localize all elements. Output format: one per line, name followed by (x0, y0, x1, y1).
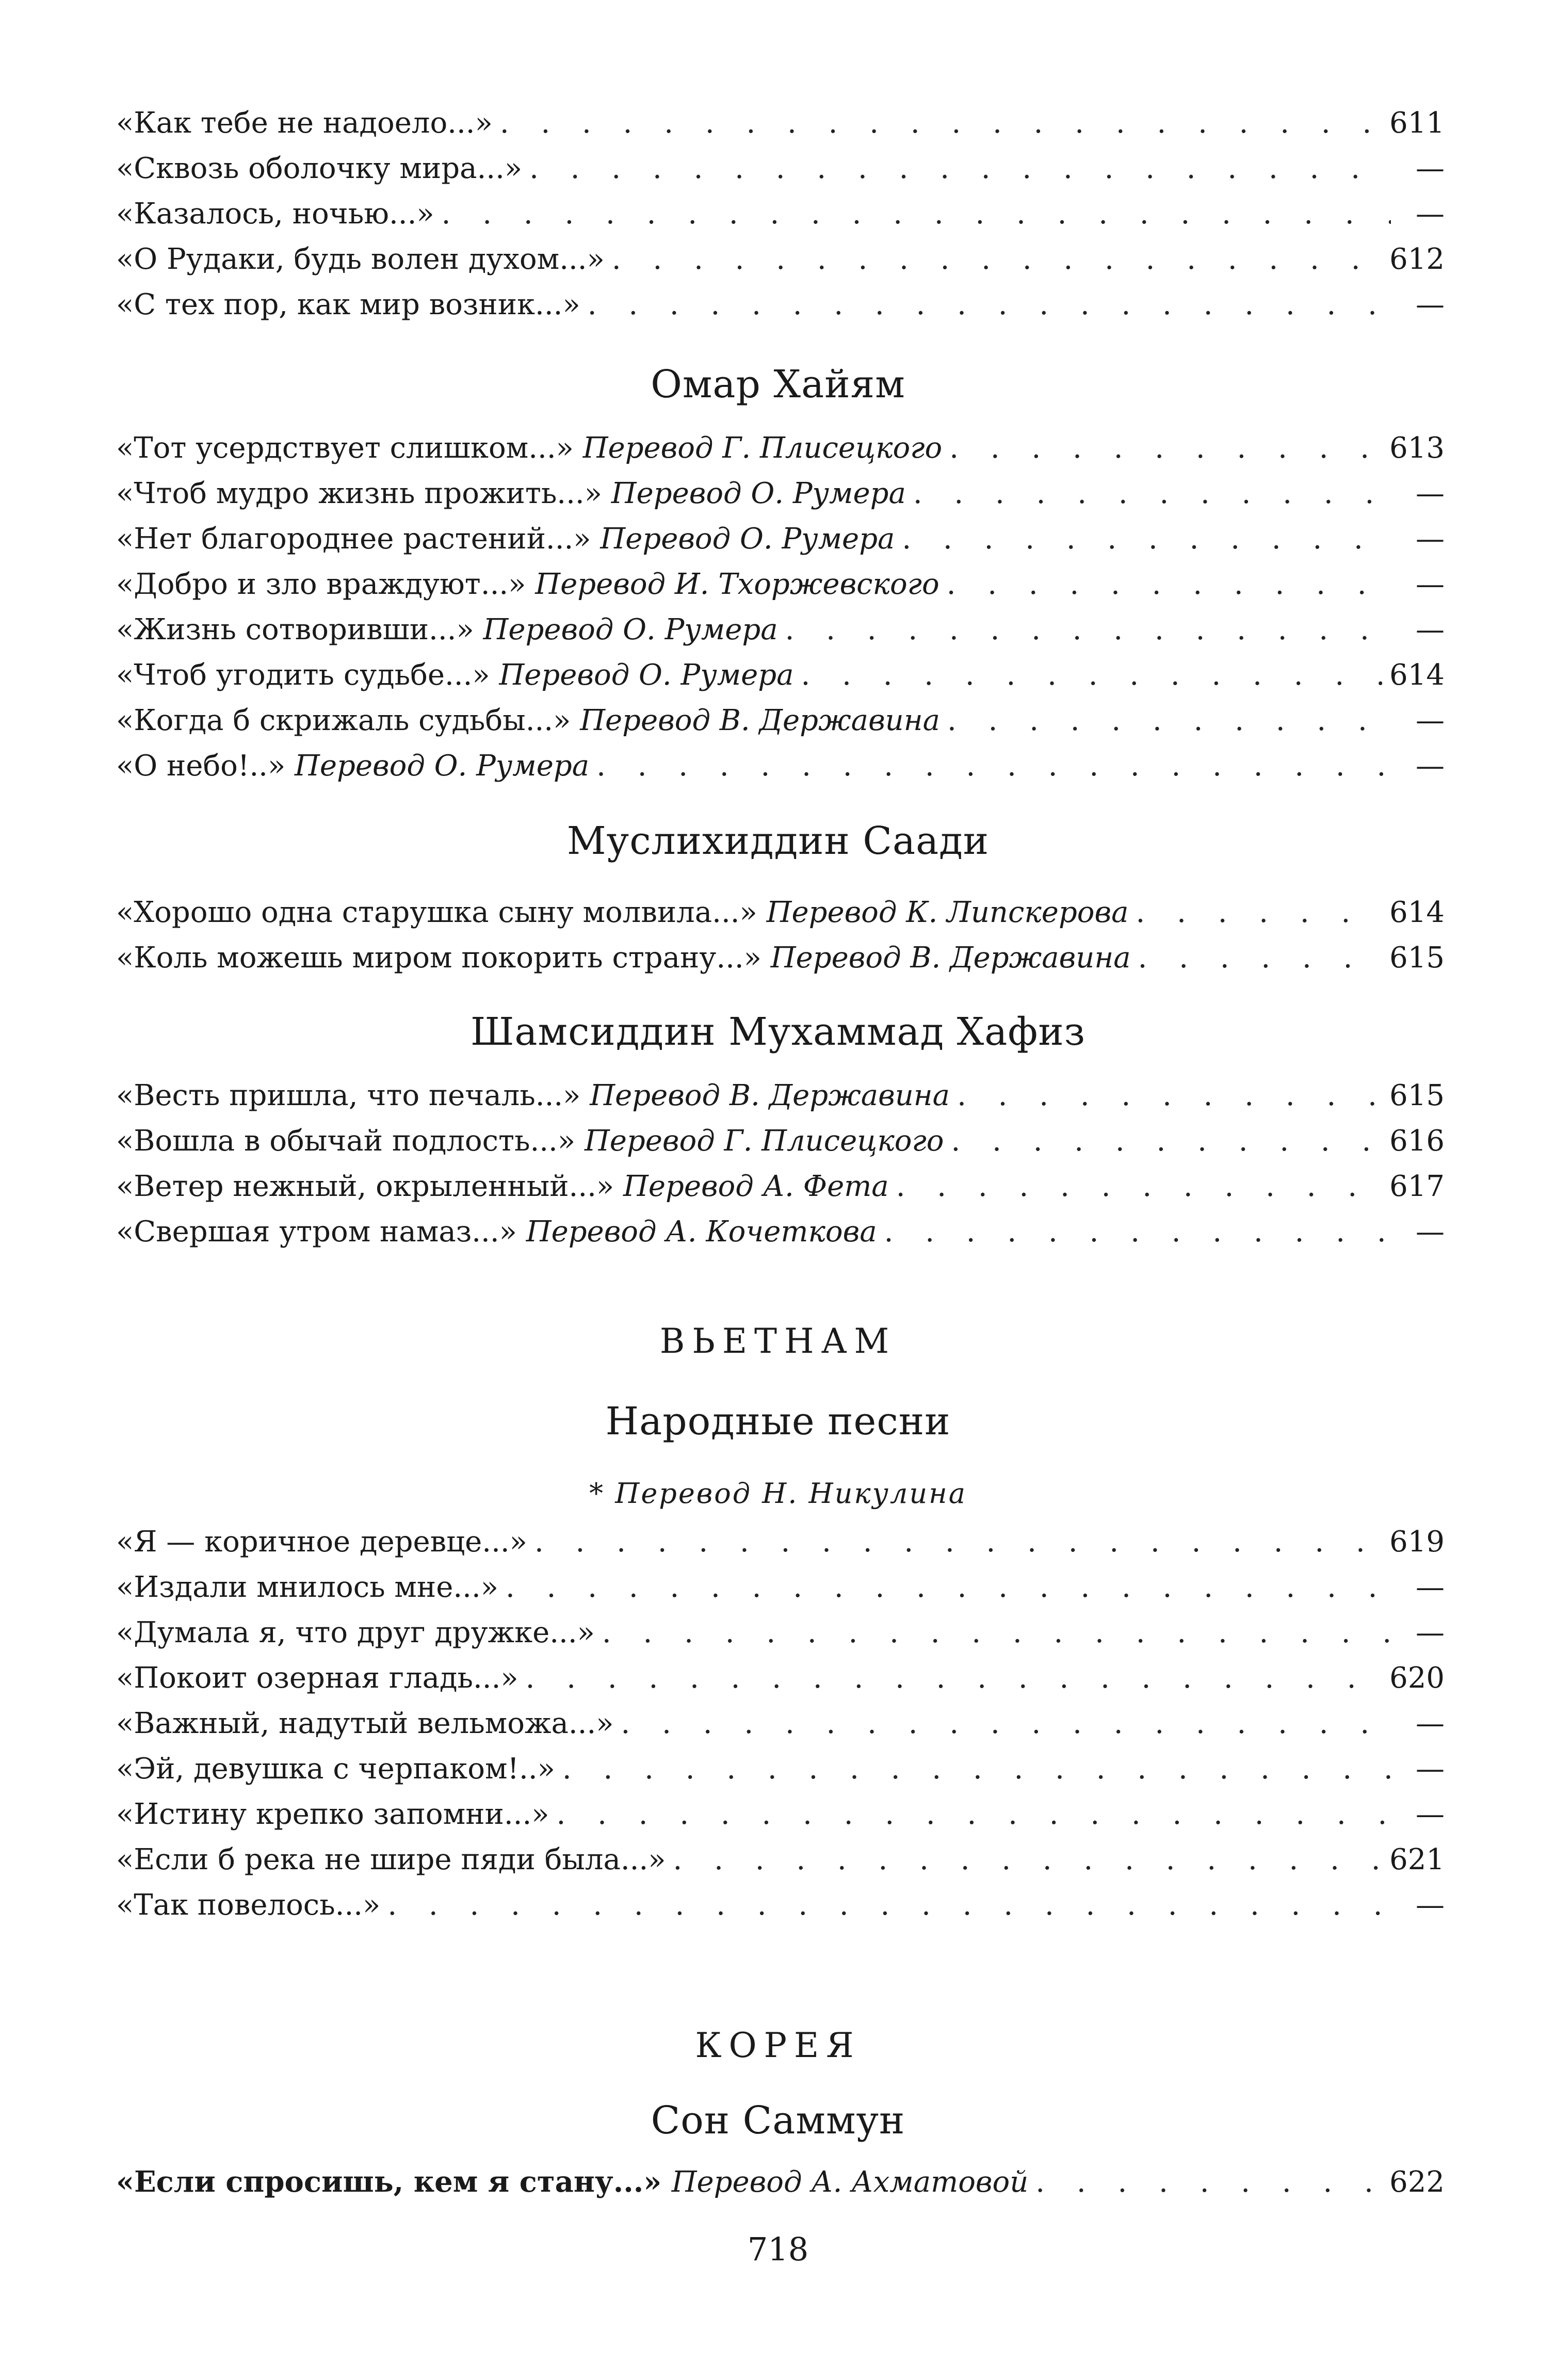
entry-translator: Перевод А. Фета (623, 1170, 889, 1203)
entry-translator: Перевод Г. Плисецкого (584, 1124, 944, 1158)
toc-entry (116, 1209, 1445, 1255)
entry-title: «Когда б скрижаль судьбы...» Перевод В. Державина (116, 704, 940, 737)
toc-entry (116, 1073, 1445, 1119)
toc-entry (116, 1746, 1445, 1792)
leader-dots (612, 237, 1382, 282)
toc-entry (116, 516, 1445, 562)
toc-entry (116, 2159, 1445, 2205)
entry-translator: Перевод В. Державина (580, 704, 940, 737)
entry-page: — (1416, 288, 1445, 321)
entry-page: — (1416, 704, 1445, 737)
toc-entry (116, 1883, 1445, 1928)
entry-title: «С тех пор, как мир возник...» (116, 288, 580, 321)
entry-page: — (1416, 1571, 1445, 1604)
entry-translator: Перевод К. Липскерова (766, 896, 1129, 929)
entry-translator: Перевод О. Румера (611, 477, 906, 510)
entry-page: 614 (1389, 658, 1445, 692)
entry-page: — (1416, 197, 1445, 231)
entry-page: — (1416, 1616, 1445, 1649)
leader-dots (529, 146, 1391, 191)
entry-title: «Сквозь оболочку мира...» (116, 152, 523, 185)
toc-entry (116, 426, 1445, 471)
entry-title: «Хорошо одна старушка сыну молвила...» Перевод К. Липскерова (116, 896, 1129, 929)
entry-title: «Думала я, что друг дружке...» (116, 1616, 595, 1649)
leader-dots (951, 1119, 1383, 1164)
entry-page: 621 (1389, 1843, 1445, 1876)
entry-page: 613 (1389, 431, 1445, 465)
section-heading: Омар Хайям (651, 362, 905, 407)
entry-translator: Перевод А. Кочеткова (526, 1215, 877, 1249)
toc-entry (116, 471, 1445, 516)
entry-page: 620 (1389, 1661, 1445, 1695)
entry-page: — (1416, 477, 1445, 510)
toc-entry (116, 1656, 1445, 1701)
entry-title: «Чтоб мудро жизнь прожить...» Перевод О. Румера (116, 477, 906, 510)
toc-entry (116, 191, 1445, 237)
entry-title: «Ветер нежный, окрыленный...» Перевод А. Фета (116, 1170, 889, 1203)
page-number: 718 (747, 2230, 809, 2268)
leader-dots (949, 426, 1382, 471)
leader-dots (557, 1792, 1391, 1837)
toc-entry (116, 1164, 1445, 1209)
section-heading: Народные песни (605, 1399, 951, 1444)
toc-entry (116, 607, 1445, 653)
leader-dots (1136, 890, 1382, 935)
toc-section-hafiz (116, 1073, 1445, 1255)
section-heading: Муслихиддин Саади (566, 819, 990, 863)
entry-title: «Эй, девушка с черпаком!..» (116, 1752, 555, 1786)
entry-title: «О Рудаки, будь волен духом...» (116, 242, 605, 276)
entry-page: — (1416, 568, 1445, 601)
toc-entry (116, 1792, 1445, 1837)
entry-title: «Добро и зло враждуют...» Перевод И. Тхоржевского (116, 568, 939, 601)
entry-translator: Перевод Г. Плисецкого (582, 431, 943, 465)
entry-title: «Если спросишь, кем я стану...» Перевод А. Ахматовой (116, 2165, 1029, 2199)
toc-entry (116, 698, 1445, 743)
entry-translator: Перевод О. Румера (600, 522, 895, 556)
toc-entry (116, 101, 1445, 146)
leader-dots (947, 562, 1391, 607)
entry-translator: Перевод О. Румера (295, 749, 590, 783)
leader-dots (913, 471, 1391, 516)
toc-entry (116, 1837, 1445, 1883)
entry-page: — (1416, 1752, 1445, 1786)
entry-page: — (1416, 613, 1445, 646)
toc-entry (116, 890, 1445, 935)
country-heading: ВЬЕТНАМ (659, 1321, 897, 1361)
entry-page: 617 (1389, 1170, 1445, 1203)
leader-dots (785, 607, 1391, 653)
toc-section-saadi (116, 890, 1445, 981)
country-heading: КОРЕЯ (695, 2026, 861, 2065)
entry-page: — (1416, 1798, 1445, 1831)
leader-dots (562, 1746, 1391, 1792)
entry-title: «Так повелось...» (116, 1888, 381, 1922)
entry-page: — (1416, 1888, 1445, 1922)
entry-title: «Коль можешь миром покорить страну...» Перевод В. Державина (116, 941, 1131, 975)
leader-dots (902, 516, 1391, 562)
entry-title: «Важный, надутый вельможа...» (116, 1707, 614, 1740)
entry-page: 612 (1389, 242, 1445, 276)
entry-title: «Как тебе не надоело...» (116, 106, 493, 140)
toc-section-korea (116, 2159, 1445, 2205)
section-heading: Шамсиддин Мухаммад Хафиз (470, 1010, 1086, 1054)
entry-page: 622 (1389, 2165, 1445, 2199)
entry-title: «Жизнь сотворивши...» Перевод О. Румера (116, 613, 778, 646)
entry-page: — (1416, 749, 1445, 783)
entry-translator: Перевод В. Державина (770, 941, 1131, 975)
entry-title: «Покоит озерная гладь...» (116, 1661, 518, 1695)
leader-dots (387, 1883, 1391, 1928)
entry-page: 615 (1389, 1079, 1445, 1112)
toc-section-vietnam (116, 1519, 1445, 1928)
leader-dots (1035, 2160, 1382, 2205)
toc-entry (116, 1519, 1445, 1565)
toc-entry (116, 282, 1445, 328)
leader-dots (1138, 935, 1383, 981)
entry-title: «Издали мнилось мне...» (116, 1571, 499, 1604)
entry-page: — (1416, 1707, 1445, 1740)
toc-section-khayyam (116, 426, 1445, 789)
toc-section-rudaki (116, 101, 1445, 328)
toc-entry (116, 1119, 1445, 1164)
entry-translator: Перевод А. Ахматовой (671, 2165, 1029, 2199)
leader-dots (442, 191, 1391, 237)
leader-dots (500, 101, 1382, 146)
leader-dots (588, 282, 1391, 328)
leader-dots (884, 1209, 1391, 1255)
entry-title: «О небо!..» Перевод О. Румера (116, 749, 590, 783)
entry-title: «Вошла в обычай подлость...» Перевод Г. Плисецкого (116, 1124, 944, 1158)
leader-dots (506, 1565, 1391, 1610)
leader-dots (602, 1610, 1391, 1656)
leader-dots (947, 698, 1391, 743)
entry-translator: Перевод В. Державина (590, 1079, 950, 1112)
leader-dots (673, 1837, 1383, 1883)
toc-entry (116, 743, 1445, 789)
entry-title: «Чтоб угодить судьбе...» Перевод О. Румера (116, 658, 794, 692)
entry-page: — (1416, 1215, 1445, 1249)
leader-dots (957, 1073, 1382, 1119)
entry-title: «Истину крепко запомни...» (116, 1798, 549, 1831)
leader-dots (621, 1701, 1391, 1746)
entry-page: 619 (1389, 1525, 1445, 1559)
leader-dots (896, 1164, 1382, 1209)
leader-dots (596, 743, 1391, 789)
leader-dots (801, 653, 1383, 698)
entry-translator: Перевод И. Тхоржевского (535, 568, 939, 601)
toc-entry (116, 1565, 1445, 1610)
entry-page: 616 (1389, 1124, 1445, 1158)
entry-page: — (1416, 152, 1445, 185)
entry-translator: Перевод О. Румера (483, 613, 778, 646)
toc-entry (116, 935, 1445, 981)
toc-entry (116, 1701, 1445, 1746)
entry-page: 615 (1389, 941, 1445, 975)
entry-translator: Перевод О. Румера (499, 658, 794, 692)
entry-title: «Если б река не шире пяди была...» (116, 1843, 666, 1876)
entry-title: «Казалось, ночью...» (116, 197, 434, 231)
entry-page: 611 (1389, 106, 1445, 140)
toc-entry (116, 1610, 1445, 1656)
entry-title: «Тот усердствует слишком...» Перевод Г. Плисецкого (116, 431, 943, 465)
toc-entry (116, 653, 1445, 698)
section-heading: Сон Саммун (651, 2098, 905, 2143)
leader-dots (534, 1519, 1382, 1565)
toc-entry (116, 237, 1445, 282)
entry-title: «Свершая утром намаз...» Перевод А. Кочеткова (116, 1215, 877, 1249)
entry-title: «Я — коричное деревце...» (116, 1525, 527, 1559)
entry-title: «Весть пришла, что печаль...» Перевод В. Державина (116, 1079, 950, 1112)
entry-title: «Нет благороднее растений...» Перевод О. Румера (116, 522, 895, 556)
entry-page: 614 (1389, 896, 1445, 929)
leader-dots (526, 1656, 1382, 1701)
entry-page: — (1416, 522, 1445, 556)
translator-note: * Перевод Н. Никулина (589, 1477, 967, 1510)
toc-entry (116, 146, 1445, 191)
toc-entry (116, 562, 1445, 607)
